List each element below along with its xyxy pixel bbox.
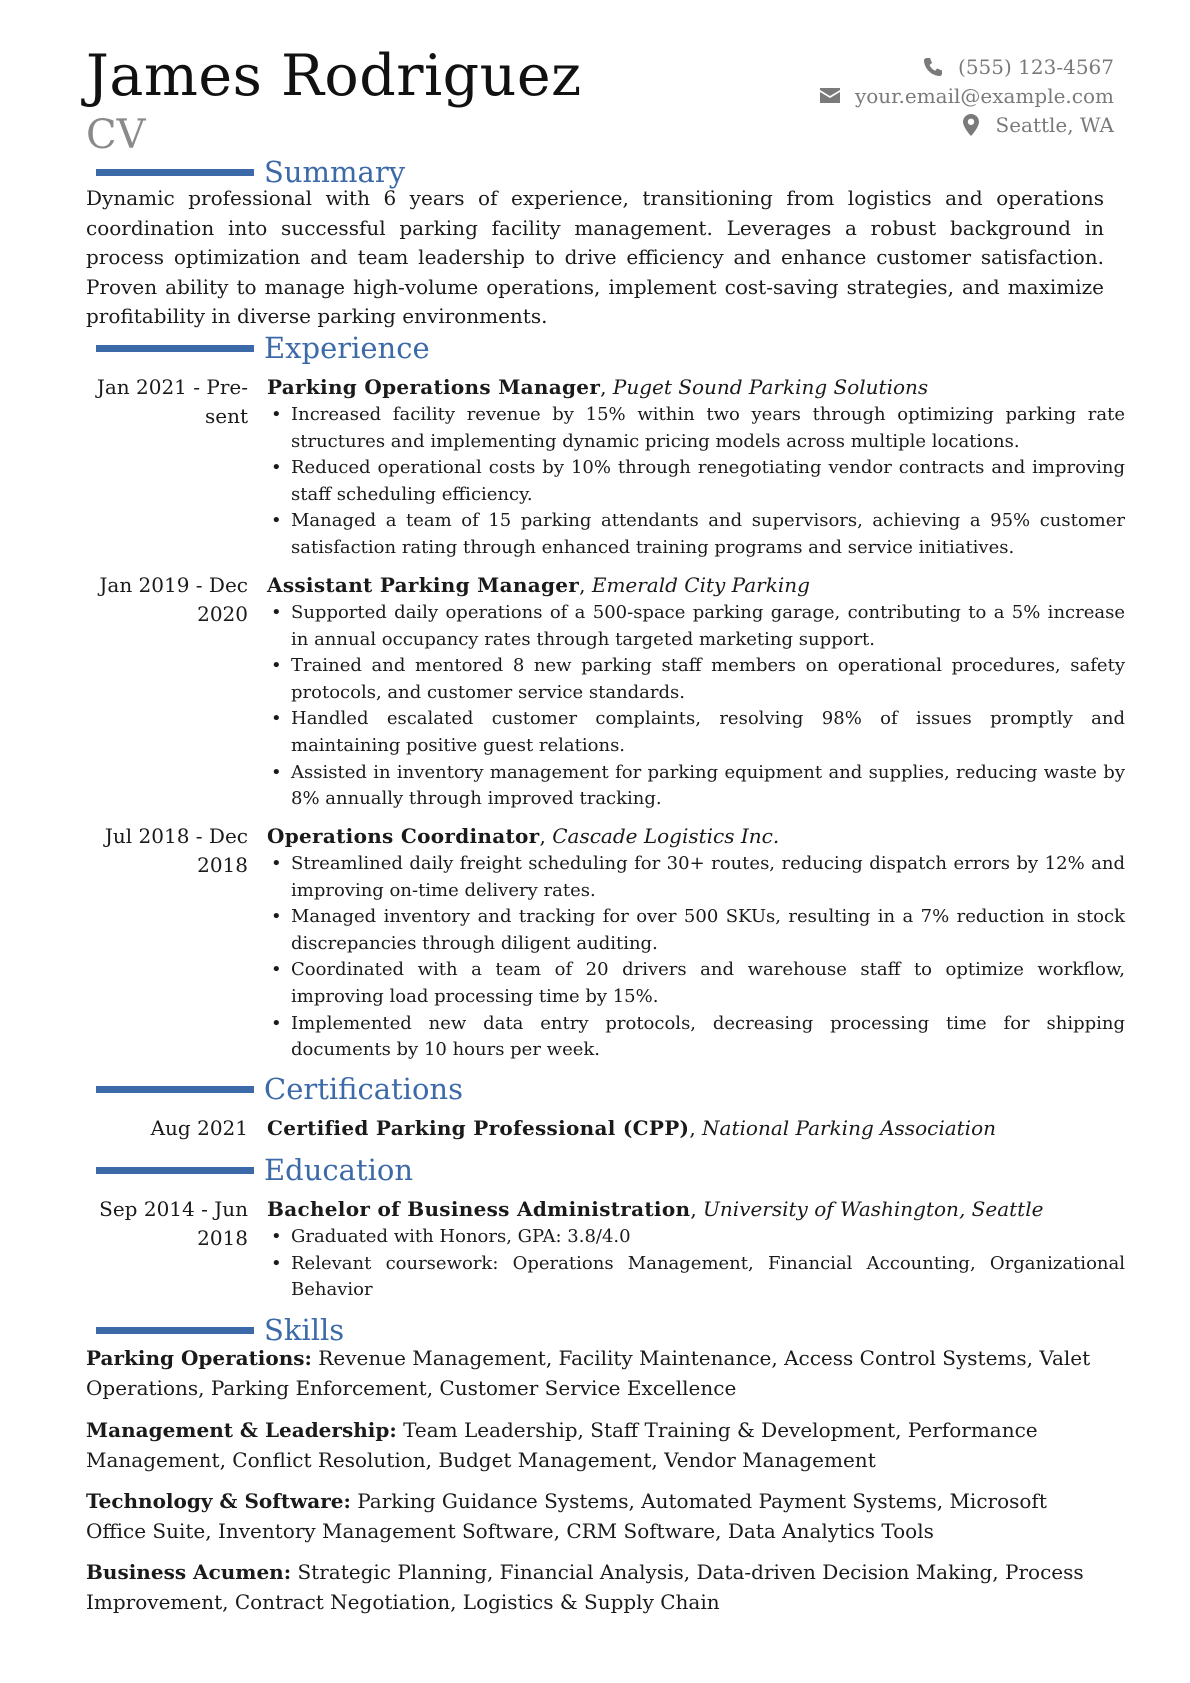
document-subtitle: CV <box>86 112 146 158</box>
certification-title: Certified Parking Professional (CPP) <box>267 1116 690 1140</box>
skill-label: Technology & Software: <box>86 1489 351 1513</box>
entry-body <box>267 822 1125 1064</box>
skill-label: Business Acumen: <box>86 1560 292 1584</box>
section-accent-bar <box>96 169 254 176</box>
section-header-certifications <box>96 1072 463 1106</box>
contact-block <box>817 52 1114 139</box>
job-title: Parking Operations Manager <box>267 375 601 399</box>
entry-body <box>267 1195 1125 1304</box>
skill-items: Team Leadership, Staff Training & Development, Performance Management, Conflict Resolution, Budget Management, Vendor Management <box>86 1418 1038 1472</box>
entry-body <box>267 373 1125 562</box>
issuer: National Parking Association <box>702 1116 996 1140</box>
summary-text: Dynamic professional with 6 years of experience, transitioning from logistics and operations coordination into successful parking facility management. Leverages a robust background in process optimization and team leadership to drive efficiency and enhance customer satisfaction. Proven ability to manage high-volume operations, implement cost-saving strategies, and maximize profitability in diverse parking environments. <box>86 186 1104 329</box>
skill-label: Management & Leadership: <box>86 1418 397 1442</box>
bullet-list <box>267 851 1125 1064</box>
bullet-item: • Managed a team of 15 parking attendants and supervisors, achieving a 95% customer satisfaction rating through enhanced training programs and service initiatives. <box>267 508 1125 561</box>
contact-location <box>817 110 1114 139</box>
skill-group <box>86 1558 1104 1617</box>
bullet-item: • Graduated with Honors, GPA: 3.8/4.0 <box>267 1224 1125 1251</box>
entry-date <box>86 571 248 629</box>
employer: Emerald City Parking <box>591 573 810 597</box>
bullet-item: • Streamlined daily freight scheduling for 30+ routes, reducing dispatch errors by 12% and improving on-time delivery rates. <box>267 851 1125 904</box>
bullet-list <box>267 402 1125 562</box>
entry-role: Certified Parking Professional (CPP), National Parking Association <box>267 1116 996 1140</box>
person-name: James Rodriguez <box>86 43 582 109</box>
section-title-experience: Experience <box>264 331 430 365</box>
entry-date <box>86 373 248 431</box>
bullet-item: • Increased facility revenue by 15% within two years through optimizing parking rate structures and implementing dynamic pricing models across multiple locations. <box>267 402 1125 455</box>
skill-label: Parking Operations: <box>86 1346 312 1370</box>
email-link[interactable]: your.email@example.com <box>854 83 1114 108</box>
bullet-item: • Coordinated with a team of 20 drivers and warehouse staff to optimize workflow, improving load processing time by 15%. <box>267 957 1125 1010</box>
entry-role: Assistant Parking Manager, Emerald City Parking <box>267 573 810 597</box>
entry-role: Parking Operations Manager, Puget Sound Parking Solutions <box>267 375 929 399</box>
section-accent-bar <box>96 1086 254 1093</box>
location-text: Seattle, WA <box>995 112 1114 137</box>
employer: Puget Sound Parking Solutions <box>612 375 929 399</box>
bullet-item: • Handled escalated customer complaints, resolving 98% of issues promptly and maintaining positive guest relations. <box>267 706 1125 759</box>
date-line: Jan 2019 - Dec <box>99 573 248 597</box>
bullet-item: • Managed inventory and tracking for over 500 SKUs, resulting in a 7% reduction in stock discrepancies through diligent auditing. <box>267 904 1125 957</box>
section-title-skills: Skills <box>264 1313 345 1347</box>
section-accent-bar <box>96 1167 254 1174</box>
date-line: sent <box>204 404 248 428</box>
date-line: 2020 <box>197 602 248 626</box>
entry-body <box>267 1114 1125 1143</box>
section-title-education: Education <box>264 1153 414 1187</box>
job-title: Assistant Parking Manager <box>267 573 580 597</box>
date-line: Sep 2014 - Jun <box>99 1197 248 1221</box>
contact-email <box>817 81 1114 110</box>
job-title: Operations Coordinator <box>267 824 540 848</box>
bullet-item: • Assisted in inventory management for parking equipment and supplies, reducing waste by 8% annually through improved tracking. <box>267 760 1125 813</box>
date-line: 2018 <box>197 853 248 877</box>
section-title-certifications: Certifications <box>264 1072 463 1106</box>
section-header-experience <box>96 331 430 365</box>
date-line: Jul 2018 - Dec <box>104 824 248 848</box>
section-title-summary: Summary <box>264 155 406 189</box>
section-accent-bar <box>96 345 254 352</box>
bullet-item: • Trained and mentored 8 new parking staff members on operational procedures, safety protocols, and customer service standards. <box>267 653 1125 706</box>
bullet-list <box>267 600 1125 813</box>
skill-group <box>86 1416 1104 1475</box>
date-line: 2018 <box>197 1226 248 1250</box>
skill-items: Strategic Planning, Financial Analysis, Data-driven Decision Making, Process Improvement, Contract Negotiation, Logistics & Supply Chain <box>86 1560 1084 1614</box>
phone-text[interactable]: (555) 123-4567 <box>958 54 1114 79</box>
section-header-education <box>96 1153 413 1187</box>
entry-date <box>86 822 248 880</box>
entry-body <box>267 571 1125 813</box>
bullet-list <box>267 1224 1125 1304</box>
envelope-icon <box>817 85 843 107</box>
skill-group <box>86 1487 1104 1546</box>
skill-items: Revenue Management, Facility Maintenance, Access Control Systems, Valet Operations, Parking Enforcement, Customer Service Excellence <box>86 1346 1091 1400</box>
institution: University of Washington, Seattle <box>703 1197 1044 1221</box>
degree-title: Bachelor of Business Administration <box>267 1197 691 1221</box>
section-header-skills <box>96 1313 344 1347</box>
skill-group <box>86 1344 1104 1403</box>
phone-icon <box>920 56 946 78</box>
bullet-item: • Implemented new data entry protocols, decreasing processing time for shipping documents by 10 hours per week. <box>267 1011 1125 1064</box>
date-line: Jan 2021 - Pre- <box>96 375 248 399</box>
entry-date <box>86 1195 248 1253</box>
bullet-item: • Relevant coursework: Operations Management, Financial Accounting, Organizational Behavior <box>267 1251 1125 1304</box>
employer: Cascade Logistics Inc. <box>552 824 780 848</box>
map-pin-icon <box>958 114 984 136</box>
entry-role: Bachelor of Business Administration, University of Washington, Seattle <box>267 1197 1044 1221</box>
entry-role: Operations Coordinator, Cascade Logistics Inc. <box>267 824 780 848</box>
bullet-item: • Reduced operational costs by 10% through renegotiating vendor contracts and improving staff scheduling efficiency. <box>267 455 1125 508</box>
skill-items: Parking Guidance Systems, Automated Payment Systems, Microsoft Office Suite, Inventory Management Software, CRM Software, Data Analytics Tools <box>86 1489 1047 1543</box>
contact-phone <box>817 52 1114 81</box>
section-accent-bar <box>96 1327 254 1334</box>
bullet-item: • Supported daily operations of a 500-space parking garage, contributing to a 5% increase in annual occupancy rates through targeted marketing support. <box>267 600 1125 653</box>
entry-date: Aug 2021 <box>150 1116 248 1140</box>
